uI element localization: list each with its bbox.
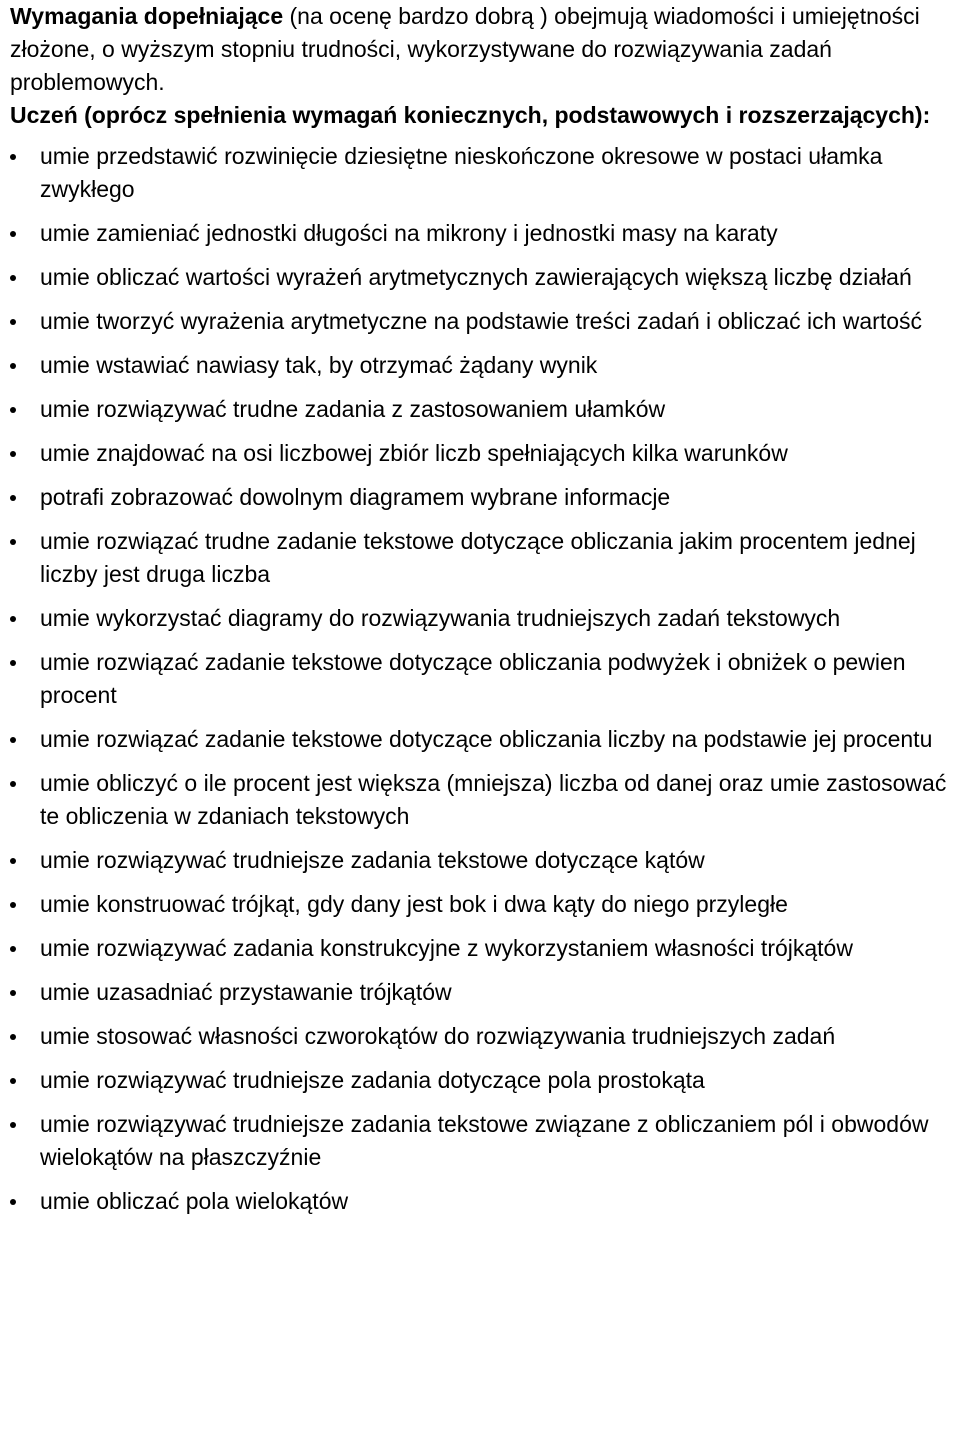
list-item-text: potrafi zobrazować dowolnym diagramem wybrane informacje xyxy=(40,484,671,510)
bullet-icon xyxy=(10,1078,16,1084)
list-item xyxy=(10,932,960,965)
list-item xyxy=(10,1108,960,1174)
intro-text: (na ocenę bardzo dobrą ) obejmują wiadomości i umiejętności złożone, o wyższym stopniu trudności, wykorzystywane do rozwiązywania zadań problemowych. xyxy=(10,3,920,95)
list-item xyxy=(10,525,960,591)
bullet-icon xyxy=(10,407,16,413)
bullet-icon xyxy=(10,451,16,457)
list-item-text: umie uzasadniać przystawanie trójkątów xyxy=(40,979,452,1005)
bullet-icon xyxy=(10,737,16,743)
bullet-icon xyxy=(10,275,16,281)
list-item-text: umie rozwiązywać trudne zadania z zastosowaniem ułamków xyxy=(40,396,666,422)
list-item xyxy=(10,393,960,426)
list-item xyxy=(10,844,960,877)
list-item xyxy=(10,1020,960,1053)
list-item xyxy=(10,646,960,712)
bullet-icon xyxy=(10,495,16,501)
bullet-icon xyxy=(10,781,16,787)
intro-bold-lead: Wymagania dopełniające xyxy=(10,3,284,29)
list-item-text: umie rozwiązać trudne zadanie tekstowe dotyczące obliczania jakim procentem jednej liczby jest druga liczba xyxy=(40,528,916,587)
bullet-icon xyxy=(10,902,16,908)
bullet-icon xyxy=(10,1199,16,1205)
list-item-text: umie stosować własności czworokątów do rozwiązywania trudniejszych zadań xyxy=(40,1023,836,1049)
list-item xyxy=(10,305,960,338)
list-item-text: umie przedstawić rozwinięcie dziesiętne nieskończone okresowe w postaci ułamka zwykłego xyxy=(40,143,883,202)
bullet-icon xyxy=(10,990,16,996)
list-item-text: umie wstawiać nawiasy tak, by otrzymać żądany wynik xyxy=(40,352,598,378)
requirements-list xyxy=(10,140,960,1218)
list-item xyxy=(10,723,960,756)
bullet-icon xyxy=(10,231,16,237)
list-item-text: umie rozwiązywać trudniejsze zadania tekstowe związane z obliczaniem pól i obwodów wielokątów na płaszczyźnie xyxy=(40,1111,929,1170)
list-item-text: umie konstruować trójkąt, gdy dany jest bok i dwa kąty do niego przyległe xyxy=(40,891,788,917)
list-item-text: umie rozwiązywać zadania konstrukcyjne z wykorzystaniem własności trójkątów xyxy=(40,935,853,961)
list-item-text: umie obliczać wartości wyrażeń arytmetycznych zawierających większą liczbę działań xyxy=(40,264,912,290)
list-item xyxy=(10,481,960,514)
bullet-icon xyxy=(10,1034,16,1040)
list-item-text: umie wykorzystać diagramy do rozwiązywania trudniejszych zadań tekstowych xyxy=(40,605,841,631)
list-item xyxy=(10,140,960,206)
bullet-icon xyxy=(10,660,16,666)
list-item-text: umie znajdować na osi liczbowej zbiór liczb spełniających kilka warunków xyxy=(40,440,788,466)
list-item-text: umie obliczać pola wielokątów xyxy=(40,1188,349,1214)
list-item xyxy=(10,261,960,294)
list-item-text: umie rozwiązać zadanie tekstowe dotyczące obliczania liczby na podstawie jej procentu xyxy=(40,726,933,752)
list-item-text: umie tworzyć wyrażenia arytmetyczne na podstawie treści zadań i obliczać ich wartość xyxy=(40,308,923,334)
list-item xyxy=(10,349,960,382)
list-item xyxy=(10,1064,960,1097)
subheading: Uczeń (oprócz spełnienia wymagań koniecznych, podstawowych i rozszerzających): xyxy=(10,102,931,128)
bullet-icon xyxy=(10,154,16,160)
intro-paragraph xyxy=(10,0,955,99)
list-item xyxy=(10,1185,960,1218)
list-item-text: umie zamieniać jednostki długości na mikrony i jednostki masy na karaty xyxy=(40,220,778,246)
bullet-icon xyxy=(10,319,16,325)
bullet-icon xyxy=(10,539,16,545)
list-item-text: umie rozwiązać zadanie tekstowe dotyczące obliczania podwyżek i obniżek o pewien procent xyxy=(40,649,906,708)
list-item-text: umie obliczyć o ile procent jest większa (mniejsza) liczba od danej oraz umie zastosować te obliczenia w zdaniach tekstowych xyxy=(40,770,947,829)
bullet-icon xyxy=(10,858,16,864)
bullet-icon xyxy=(10,1122,16,1128)
bullet-icon xyxy=(10,946,16,952)
bullet-icon xyxy=(10,616,16,622)
bullet-icon xyxy=(10,363,16,369)
list-item xyxy=(10,217,960,250)
list-item xyxy=(10,767,960,833)
list-item xyxy=(10,437,960,470)
list-item xyxy=(10,888,960,921)
list-item xyxy=(10,976,960,1009)
list-item xyxy=(10,602,960,635)
list-item-text: umie rozwiązywać trudniejsze zadania tekstowe dotyczące kątów xyxy=(40,847,705,873)
list-item-text: umie rozwiązywać trudniejsze zadania dotyczące pola prostokąta xyxy=(40,1067,705,1093)
